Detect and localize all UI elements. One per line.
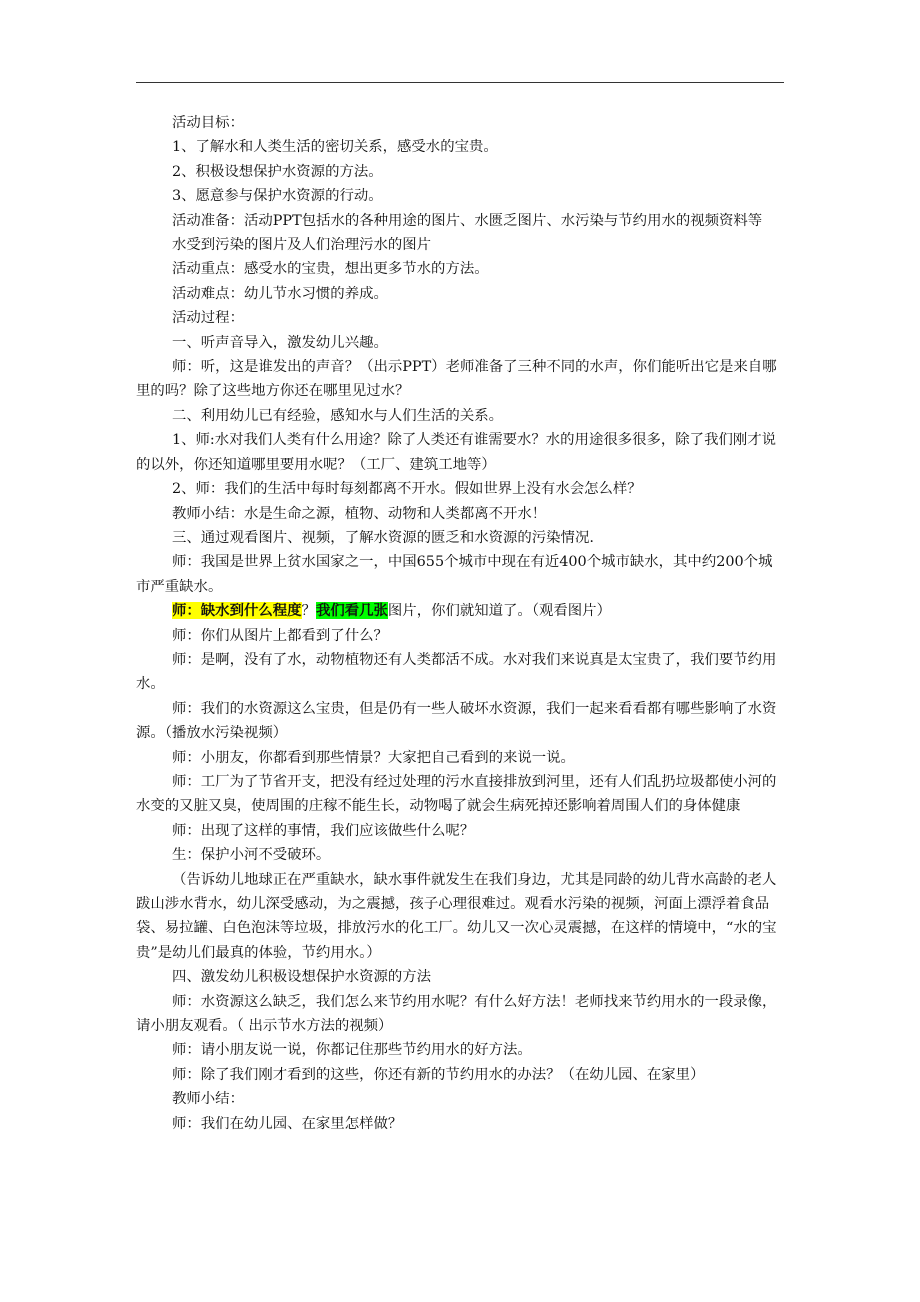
paragraph: 师：我们在幼儿园、在家里怎样做？ (172, 1115, 403, 1132)
paragraph: 师：请小朋友说一说，你都记住那些节约用水的好方法。 (172, 1042, 532, 1059)
paragraph: 师：出现了这样的事情，我们应该做些什么呢？ (172, 822, 475, 839)
process-title: 活动过程： (172, 310, 244, 327)
teacher-summary: 教师小结： (172, 1091, 244, 1108)
paragraph: 1、师:水对我们人类有什么用途？除了人类还有谁需要水？水的用途很多很多，除了我们刚才说的以外，你还知道哪里要用水呢？（工厂、建筑工地等） (136, 432, 777, 473)
teacher-summary: 教师小结：水是生命之源，植物、动物和人类都离不开水！ (172, 505, 547, 522)
paragraph: 生：保护小河不受破环。 (172, 847, 331, 864)
section-heading-1: 一、听声音导入，激发幼儿兴趣。 (172, 334, 388, 351)
highlight-yellow: 师：缺水到什么程度 (172, 602, 302, 620)
paragraph: 师：工厂为了节省开支，把没有经过处理的污水直接排放到河里，还有人们乱扔垃圾都使小河的水变的又脏又臭，使周围的庄稼不能生长，动物喝了就会生病死掉还影响着周围人们的身体健康 (136, 773, 777, 815)
highlight-green: 我们看几张 (315, 602, 388, 620)
prep-paragraph: 活动准备：活动PPT包括水的各种用途的图片、水匮乏图片、水污染与节约用水的视频资料等 (172, 212, 763, 229)
goal-item-2: 2、积极设想保护水资源的方法。 (172, 163, 383, 180)
section-heading-3: 三、通过观看图片、视频，了解水资源的匮乏和水资源的污染情况. (172, 529, 594, 546)
paragraph-rest: 图片，你们就知道了。（观看图片） (387, 603, 611, 620)
note-paragraph: （告诉幼儿地球正在严重缺水，缺水事件就发生在我们身边，尤其是同龄的幼儿背水高龄的老人跋山涉水背水，幼儿深受感动，为之震撼，孩子心理很难过。观看水污染的视频，河面上漂浮着食品袋、易拉罐、白色泡沫等垃圾，排放污水的化工厂。幼儿又一次心灵震撼，在这样的情境中，“水的宝贵”是幼儿们最真的体验，节约用水。） (136, 871, 777, 961)
document-body (136, 111, 784, 1136)
header-rule (136, 82, 784, 83)
paragraph: 师：除了我们刚才看到的这些，你还有新的节约用水的办法？（在幼儿园、在家里） (172, 1066, 705, 1083)
paragraph: 师：我们的水资源这么宝贵，但是仍有一些人破坏水资源，我们一起来看看都有哪些影响了水资源。（播放水污染视频） (136, 700, 777, 742)
question-mark: ？ (301, 603, 316, 620)
paragraph: 师：你们从图片上都看到了什么？ (172, 627, 388, 644)
paragraph: 师：我国是世界上贫水国家之一，中国655个城市中现在有近400个城市缺水，其中约200个城市严重缺水。 (136, 554, 773, 595)
paragraph: 师：小朋友，你都看到那些情景？大家把自己看到的来说一说。 (172, 749, 575, 766)
goal-item-1: 1、了解水和人类生活的密切关系，感受水的宝贵。 (172, 139, 498, 156)
paragraph: 师：听，这是谁发出的声音？（出示PPT）老师准备了三种不同的水声，你们能听出它是来自哪里的吗？除了这些地方你还在哪里见过水？ (136, 359, 777, 400)
section-heading-2: 二、利用幼儿已有经验，感知水与人们生活的关系。 (172, 407, 503, 424)
prep-paragraph-2: 水受到污染的图片及人们治理污水的图片 (172, 237, 432, 254)
section-heading-4: 四、激发幼儿积极设想保护水资源的方法 (172, 969, 432, 986)
highlighted-paragraph (136, 599, 784, 623)
paragraph: 师：水资源这么缺乏，我们怎么来节约用水呢？有什么好方法！老师找来节约用水的一段录像，请小朋友观看。（ 出示节水方法的视频） (136, 993, 777, 1035)
paragraph: 师：是啊，没有了水，动物植物还有人类都活不成。水对我们来说真是太宝贵了，我们要节约用水。 (136, 651, 777, 693)
key-point: 活动重点：感受水的宝贵，想出更多节水的方法。 (172, 261, 489, 278)
paragraph: 2、师：我们的生活中每时每刻都离不开水。假如世界上没有水会怎么样？ (172, 481, 642, 498)
goals-title: 活动目标： (172, 115, 244, 131)
goal-item-3: 3、愿意参与保护水资源的行动。 (172, 188, 383, 205)
difficulty: 活动难点：幼儿节水习惯的养成。 (172, 285, 388, 302)
